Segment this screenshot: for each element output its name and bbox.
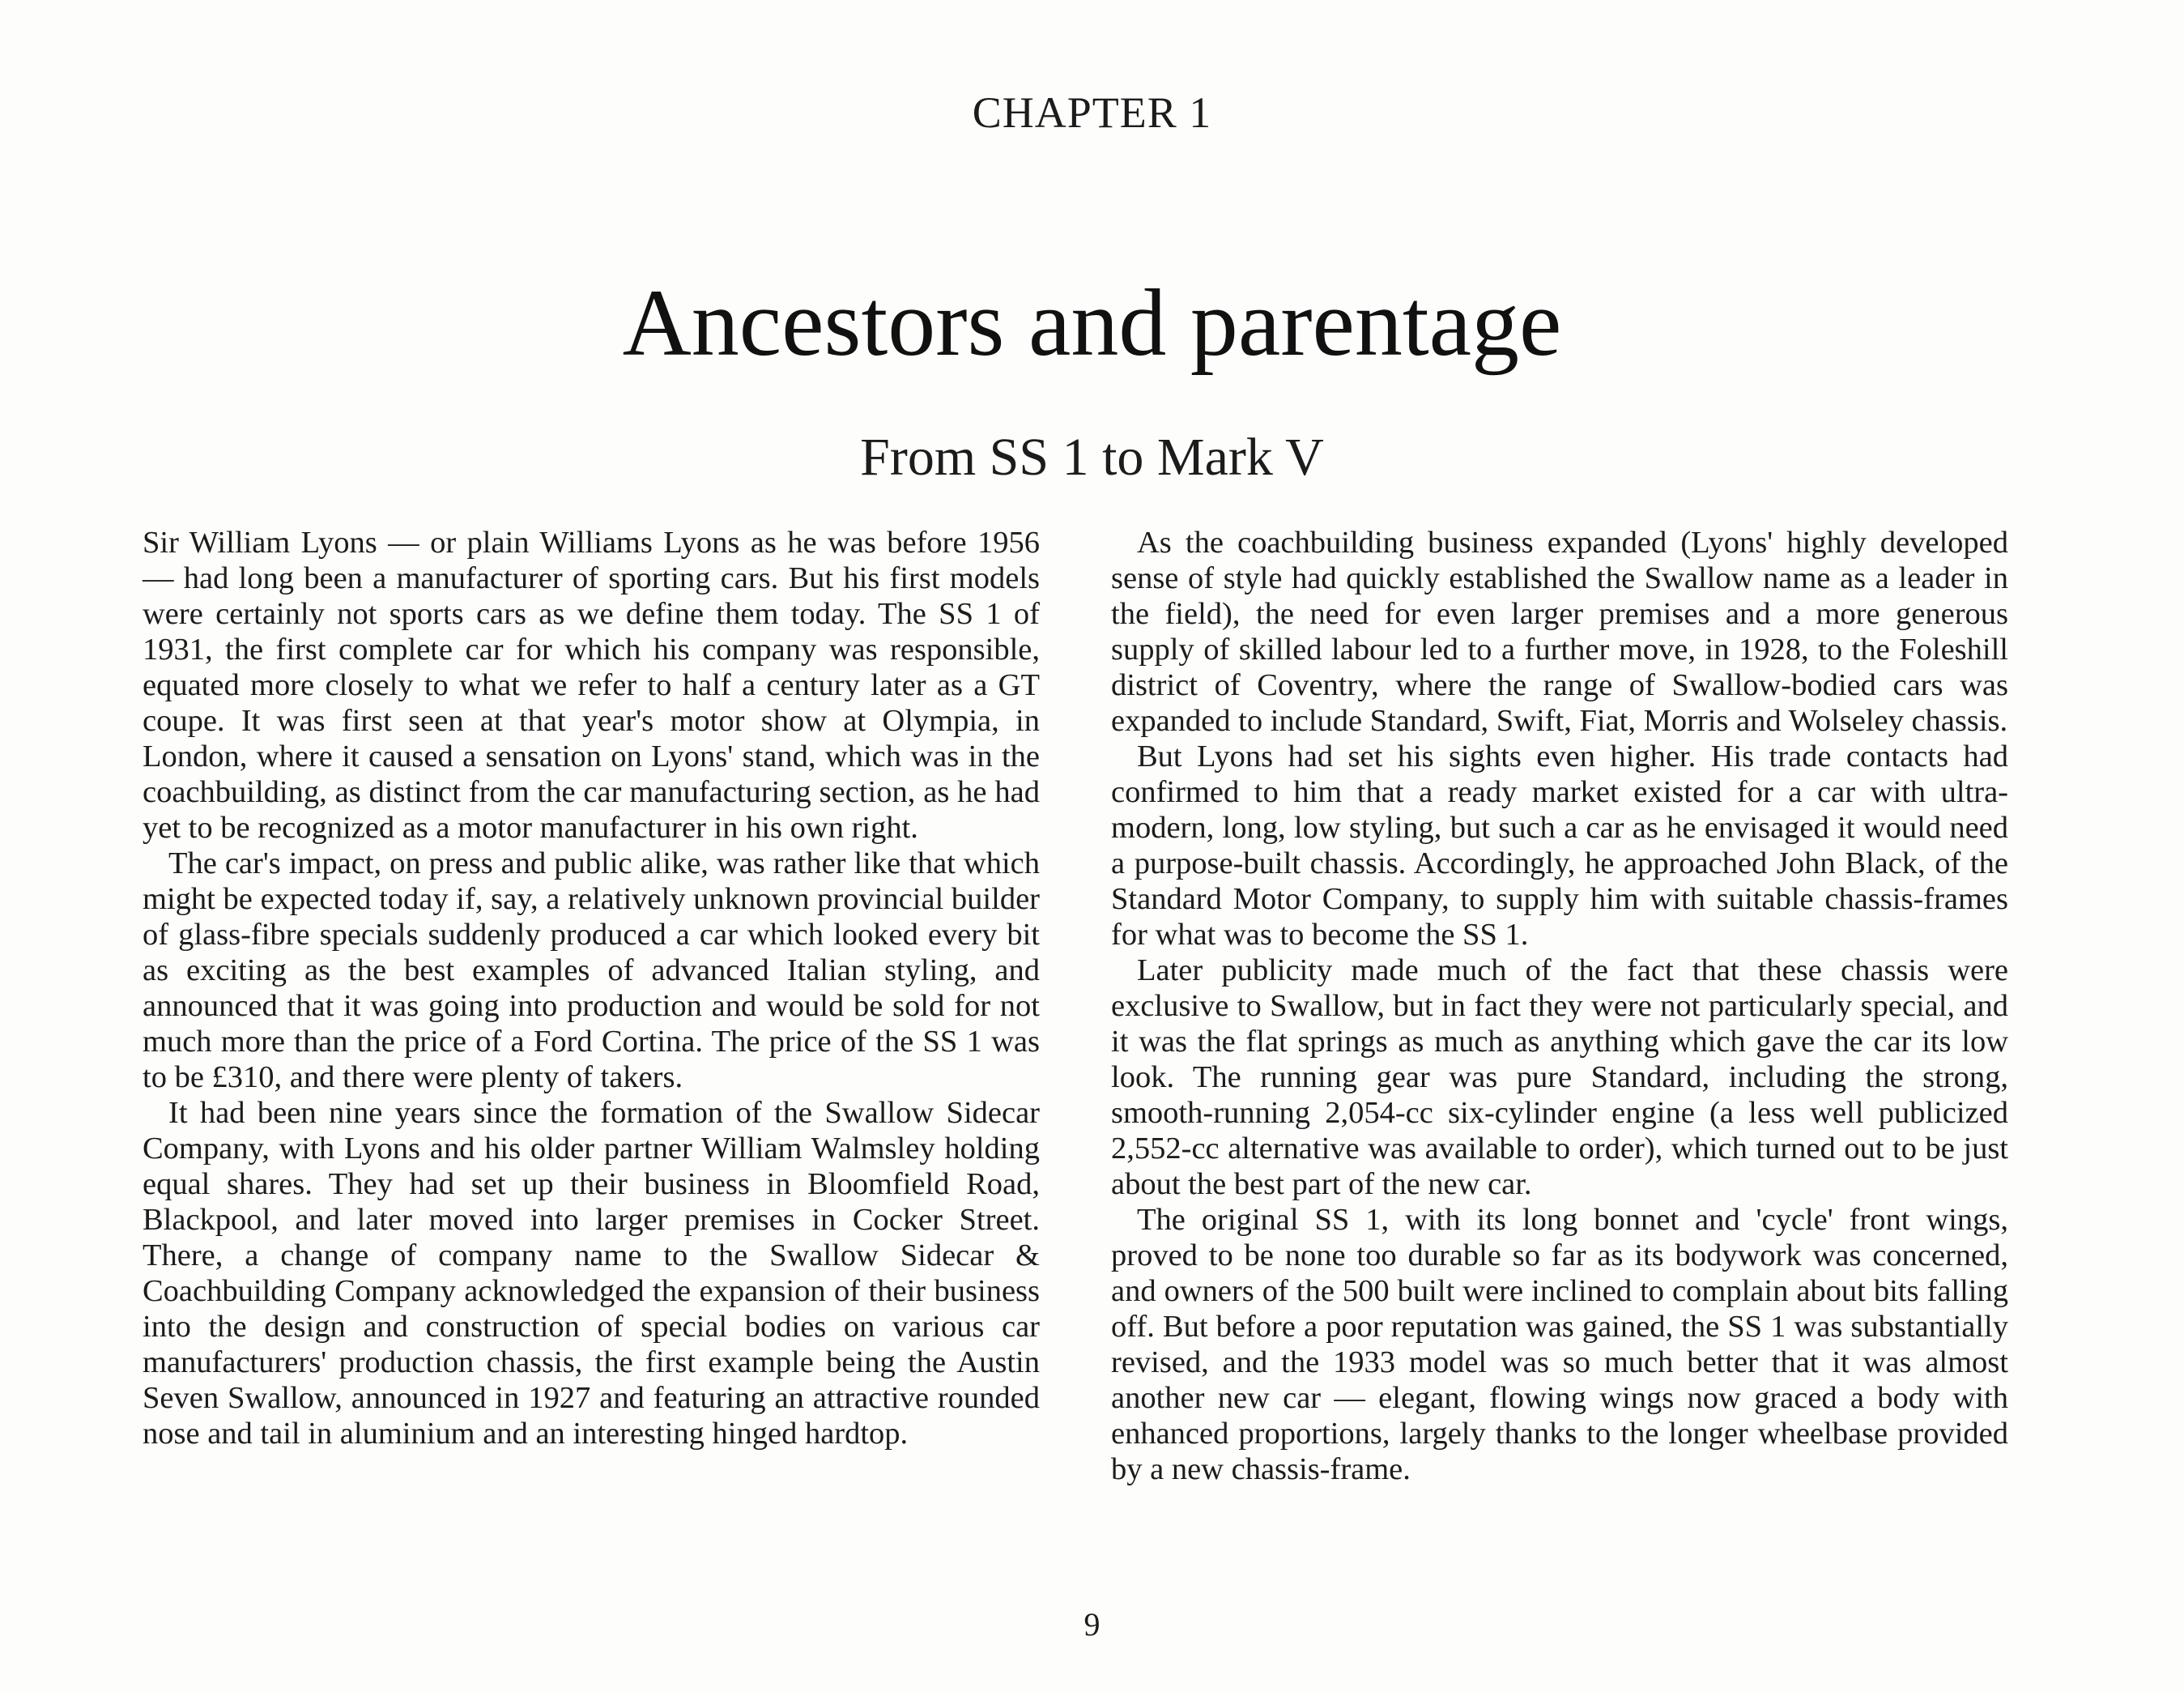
chapter-label: CHAPTER 1 [972,88,1212,137]
page-number: 9 [1083,1606,1101,1643]
paragraph: Later publicity made much of the fact that these chassis were exclusive to Swallow, but in fact they were not particularly special, and it was the flat springs as much as anything which gave the car its low look. The running gear was pure Standard, including the strong, smooth-running 2,054-cc six-cylinder engine (a less well publicized 2,552-cc alternative was available to order), which turned out to be just about the best part of the new car. [1111,953,2008,1201]
paragraph: The car's impact, on press and public alike, was rather like that which might be expected today if, say, a relatively unknown provincial builder of glass-fibre specials suddenly produced a car which looked every bit as exciting as the best examples of advanced Italian styling, and announced that it was going into production and would be sold for not much more than the price of a Ford Cortina. The price of the SS 1 was to be £310, and there were plenty of takers. [143,846,1040,1094]
paragraph: Sir William Lyons — or plain Williams Lyons as he was before 1956 — had long been a manufacturer of sporting cars. But his first models were certainly not sports cars as we define them today. The SS 1 of 1931, the first complete car for which his company was responsible, equated more closely to what we refer to half a century later as a GT coupe. It was first seen at that year's motor show at Olympia, in London, where it caused a sensation on Lyons' stand, which was in the coachbuilding, as distinct from the car manufacturing section, as he had yet to be recognized as a motor manufacturer in his own right. [143,526,1040,845]
paragraph: But Lyons had set his sights even higher. His trade contacts had confirmed to him that a ready market existed for a car with ultra-modern, long, low styling, but such a car as he envisaged it would need a purpose-built chassis. Accordingly, he approached John Black, of the Standard Motor Company, to supply him with suitable chassis-frames for what was to become the SS 1. [1111,739,2008,952]
paragraph: As the coachbuilding business expanded (Lyons' highly developed sense of style had quickly established the Swallow name as a leader in the field), the need for even larger premises and a more generous supply of skilled labour led to a further move, in 1928, to the Foleshill district of Coventry, where the range of Swallow-bodied cars was expanded to include Standard, Swift, Fiat, Morris and Wolseley chassis. [1111,526,2008,738]
chapter-title: Ancestors and parentage [622,270,1562,376]
right-column [1111,525,2008,1487]
paragraph: It had been nine years since the formation of the Swallow Sidecar Company, with Lyons and his older partner William Walmsley holding equal shares. They had set up their business in Bloomfield Road, Blackpool, and later moved into larger premises in Cocker Street. There, a change of company name to the Swallow Sidecar & Coachbuilding Company acknowledged the expansion of their business into the design and construction of special bodies on various car manufacturers' production chassis, the first example being the Austin Seven Swallow, announced in 1927 and featuring an attractive rounded nose and tail in aluminium and an interesting hinged hardtop. [143,1096,1040,1451]
left-column [143,525,1040,1451]
chapter-subtitle: From SS 1 to Mark V [860,428,1324,487]
paragraph: The original SS 1, with its long bonnet and 'cycle' front wings, proved to be none too durable so far as its bodywork was concerned, and owners of the 500 built were inclined to complain about bits falling off. But before a poor reputation was gained, the SS 1 was substantially revised, and the 1933 model was so much better that it was almost another new car — elegant, flowing wings now graced a body with enhanced proportions, largely thanks to the longer wheelbase provided by a new chassis-frame. [1111,1203,2008,1486]
